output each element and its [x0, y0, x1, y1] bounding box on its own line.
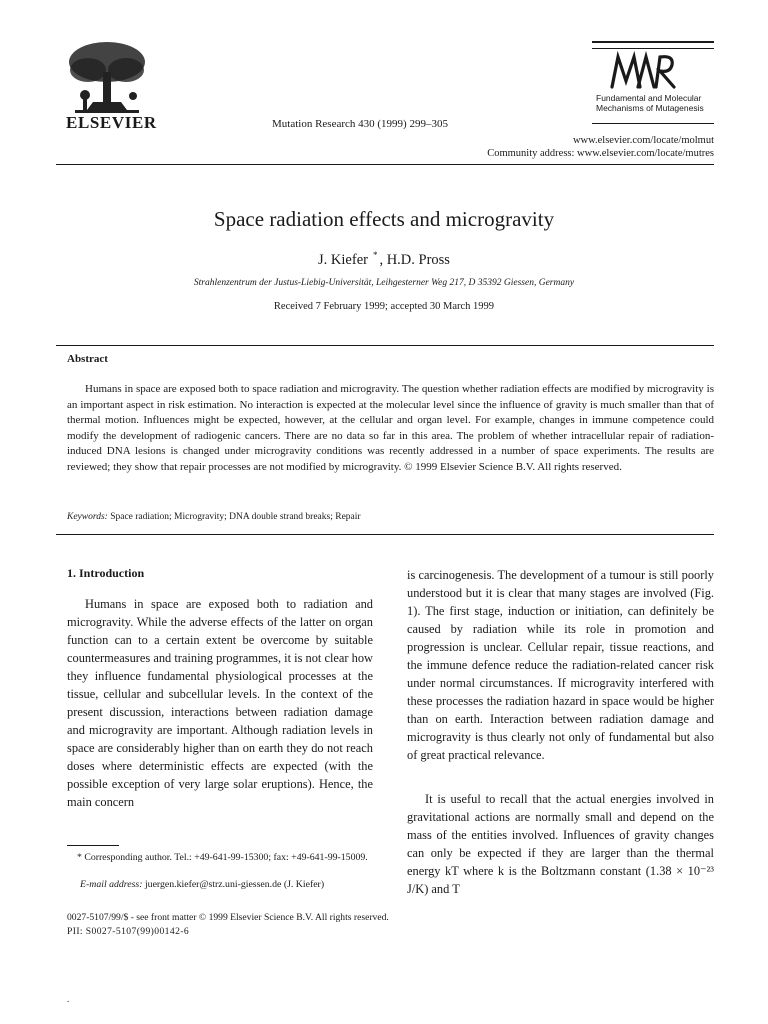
header-divider	[56, 164, 714, 165]
footnote-email	[80, 879, 324, 890]
keywords-label: Keywords:	[67, 512, 108, 522]
footnote-rule	[67, 845, 119, 846]
author-line	[0, 250, 768, 269]
author-name: , H.D. Pross	[379, 251, 450, 268]
article-title: Space radiation effects and microgravity	[213, 207, 555, 231]
email-value[interactable]: juergen.kiefer@strz.uni-giessen.de (J. Kiefer)	[144, 879, 325, 890]
publisher-name: ELSEVIER	[66, 113, 157, 132]
footnote-corresponding: * Corresponding author. Tel.: +49-641-99-15300; fax: +49-641-99-15009.	[77, 852, 368, 863]
keywords	[67, 512, 361, 522]
received-dates: Received 7 February 1999; accepted 30 March 1999	[273, 301, 495, 312]
abstract-text: Humans in space are exposed both to space radiation and microgravity. The question whether radiation effects are modified by microgravity is an important aspect in risk estimation. No interaction is expected at the molecular level since the influence of gravity is much smaller than that of thermal motion. Influences might be expected, however, at the cellular and organ level. For example, changes in immune competence could modify the development of radiogenic cancers. There are no data so far in this area. The problem of whether intracellular repair of radiation-induced DNA lesions is changed under microgravity conditions was recently addressed in a number of space experiments. The results are reviewed; they show that repair processes are not modified by microgravity. © 1999 Elsevier Science B.V. All rights reserved.	[67, 383, 714, 473]
email-label: E-mail address:	[80, 879, 143, 890]
author-name: J. Kiefer	[318, 251, 368, 268]
journal-citation: Mutation Research 430 (1999) 299–305	[272, 118, 448, 130]
page-dot: .	[67, 994, 70, 1004]
abstract-rule	[56, 345, 714, 346]
keywords-rule	[56, 534, 714, 535]
elsevier-tree-logo	[63, 40, 151, 115]
keywords-list: Space radiation; Microgravity; DNA double strand breaks; Repair	[110, 512, 361, 522]
mutation-research-logo	[608, 51, 680, 91]
abstract-heading: Abstract	[67, 353, 108, 365]
pii-line: PII: S0027-5107(99)00142-6	[67, 926, 190, 937]
corresponding-author-mark[interactable]: *	[372, 250, 378, 260]
journal-logo-text: Fundamental and Molecular Mechanisms of Mutagenesis	[596, 93, 704, 113]
section-heading: 1. Introduction	[67, 566, 145, 580]
community-address[interactable]: Community address: www.elsevier.com/locate/mutres	[487, 148, 714, 159]
body-paragraph: Humans in space are exposed both to radiation and microgravity. While the adverse effects of the latter on organ function can to a certain extent be overcome by suitable countermeasures and training programmes, it is not clear how they influence fundamental physiological processes at the tissue, cellular and subcellular levels. In the context of the present discussion, interactions between radiation damage and microgravity are important. Although radiation levels in space are considerably higher than on earth they do not reach doses where deterministic effects are expected (with the possible exception of very large solar eruptions). Hence, the main concern	[67, 597, 373, 809]
affiliation: Strahlenzentrum der Justus-Liebig-Universität, Leihgesterner Weg 217, D 35392 Giessen, Germany	[193, 278, 575, 288]
header-rule	[592, 123, 714, 124]
body-paragraph: is carcinogenesis. The development of a tumour is still poorly understood but it is clear that many stages are involved (Fig. 1). The first stage, induction or initiation, can definitely be caused by radiation while its role in promotion and progression is unclear. Cellular repair, tissue reactions, and the immune defence reduce the radiation-related cancer risk under normal circumstances. If microgravity interfered with these processes the radiation hazard in space would be higher than on earth. Interaction between radiation damage and microgravity is thus clearly not only of fundamental but also of great practical relevance.	[407, 568, 714, 762]
body-paragraph: It is useful to recall that the actual energies involved in gravitational actions are normally small and depend on the mass of the entities involved. Influences of gravity changes can only be expected if they are larger than the thermal energy kT where k is the Boltzmann constant (1.38 × 10⁻²³ J/K) and T	[407, 792, 714, 896]
journal-url[interactable]: www.elsevier.com/locate/molmut	[572, 135, 714, 146]
header-rule	[592, 41, 714, 43]
header-rule	[592, 48, 714, 49]
copyright-line: 0027-5107/99/$ - see front matter © 1999 Elsevier Science B.V. All rights reserved.	[67, 912, 389, 923]
